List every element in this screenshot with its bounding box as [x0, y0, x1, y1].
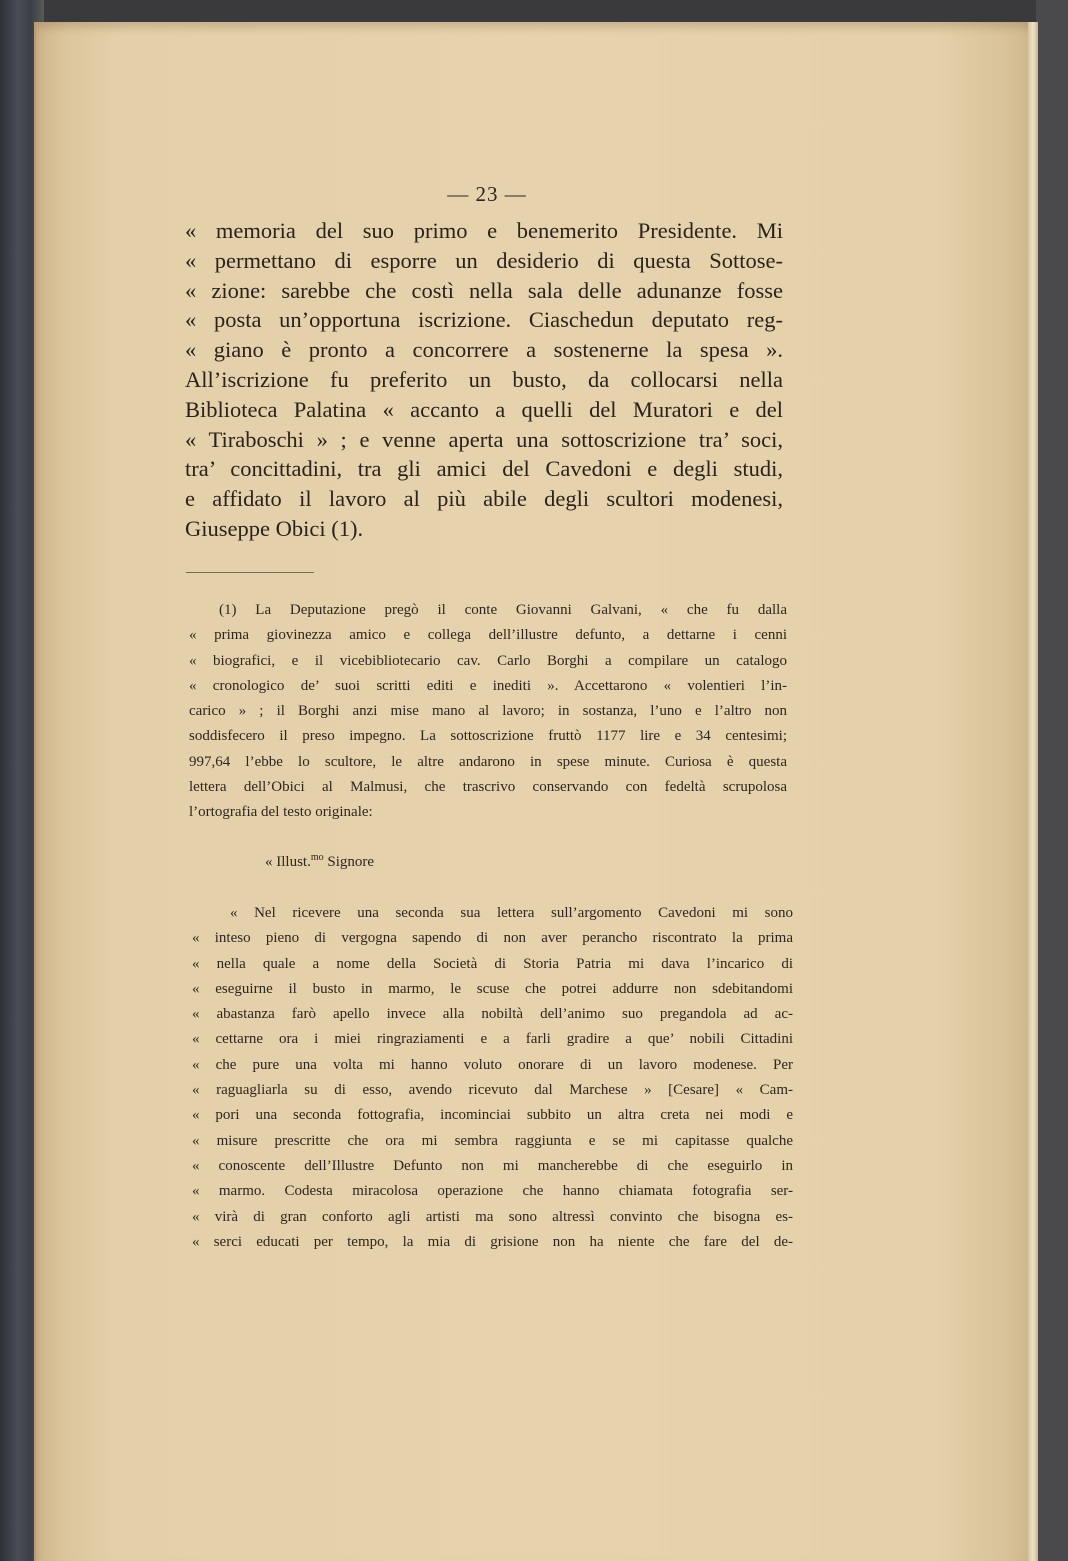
- page-edge: [1028, 22, 1038, 1561]
- footnote-line: « cronologico de’ suoi scritti editi e inediti ». Accettarono « volentieri l’in-: [189, 677, 787, 694]
- footnote-line: lettera dell’Obici al Malmusi, che trascrivo conservando con fedeltà scrupolosa: [189, 779, 787, 796]
- main-text-line: tra’ concittadini, tra gli amici del Cavedoni e degli studi,: [185, 456, 783, 482]
- main-text-line: All’iscrizione fu preferito un busto, da collocarsi nella: [185, 366, 783, 392]
- letter-line: « cettarne ora i miei ringraziamenti e a farli gradire a que’ nobili Cittadini: [192, 1031, 793, 1048]
- footnote-line: « biografici, e il vicebibliotecario cav. Carlo Borghi a compilare un catalogo: [189, 652, 787, 669]
- main-text-line: Giuseppe Obici (1).: [185, 515, 364, 541]
- main-text-line: « giano è pronto a concorrere a sostenerne la spesa ».: [185, 337, 783, 363]
- main-text-line: « zione: sarebbe che costì nella sala delle adunanze fosse: [185, 277, 783, 303]
- letter-line: « pori una seconda fottografia, incominciai subbito un altra creta nei modi e: [192, 1107, 793, 1124]
- main-text-line: « permettano di esporre un desiderio di questa Sottose-: [185, 247, 783, 273]
- letter-line: « conoscente dell’Illustre Defunto non mi mancherebbe di che eseguirlo in: [192, 1157, 793, 1174]
- letter-line: « virà di gran conforto agli artisti ma sono altressì convinto che bisogna es-: [192, 1208, 793, 1225]
- footnote: [189, 598, 787, 826]
- main-text-line: « posta un’opportuna iscrizione. Ciaschedun deputato reg-: [185, 307, 783, 333]
- letter-line: « Nel ricevere una seconda sua lettera sull’argomento Cavedoni mi sono: [230, 905, 793, 921]
- main-text-line: e affidato il lavoro al più abile degli scultori modenesi,: [185, 486, 783, 512]
- letter-line: « marmo. Codesta miracolosa operazione che hanno chiamata fotografia ser-: [192, 1183, 793, 1200]
- letter-salutation: [265, 852, 374, 871]
- page-number: — 23 —: [447, 182, 527, 206]
- main-text-line: « memoria del suo primo e benemerito Presidente. Mi: [185, 218, 783, 243]
- main-text-line: Biblioteca Palatina « accanto a quelli del Muratori e del: [185, 396, 783, 422]
- quoted-letter: [192, 901, 793, 1255]
- letter-line: « inteso pieno di vergogna sapendo di non aver perancho riscontrato la prima: [192, 930, 793, 947]
- main-text-line: « Tiraboschi » ; e venne aperta una sottoscrizione tra’ soci,: [185, 426, 783, 452]
- footnote-line: « prima giovinezza amico e collega dell’illustre defunto, a dettarne i cenni: [189, 627, 787, 644]
- footnote-line: carico » ; il Borghi anzi mise mano al lavoro; in sostanza, l’uno e l’altro non: [189, 703, 787, 720]
- footnote-line: (1) La Deputazione pregò il conte Giovanni Galvani, « che fu dalla: [219, 602, 787, 618]
- footnote-line: l’ortografia del testo originale:: [189, 804, 373, 821]
- main-text: [185, 216, 783, 544]
- letter-line: « raguagliarla su di esso, avendo ricevuto dal Marchese » [Cesare] « Cam-: [192, 1082, 793, 1099]
- letter-line: « eseguirne il busto in marmo, le scuse che potrei addurre non sdebitandomi: [192, 980, 793, 997]
- letter-line: « nella quale a nome della Società di Storia Patria mi dava l’incarico di: [192, 955, 793, 972]
- letter-line: « abastanza farò apello invece alla nobiltà dell’animo suo pregandola ad ac-: [192, 1006, 793, 1023]
- salutation-prefix: « Illust.: [265, 854, 311, 870]
- background-right: [1036, 0, 1068, 1561]
- letter-line: « serci educati per tempo, la mia di grisione non ha niente che fare del de-: [192, 1233, 793, 1250]
- footnote-line: soddisfecero il preso impegno. La sottoscrizione fruttò 1177 lire e 34 centesimi;: [189, 728, 787, 745]
- salutation-suffix: Signore: [323, 854, 375, 870]
- footnote-line: 997,64 l’ebbe lo scultore, le altre andarono in spese minute. Curiosa è questa: [189, 753, 787, 770]
- letter-line: « misure prescritte che ora mi sembra raggiunta e se mi capitasse qualche: [192, 1132, 793, 1149]
- footnote-separator: [186, 572, 314, 573]
- salutation-superscript: mo: [310, 852, 324, 863]
- letter-line: « che pure una volta mi hanno voluto onorare di un lavoro modenese. Per: [192, 1056, 793, 1073]
